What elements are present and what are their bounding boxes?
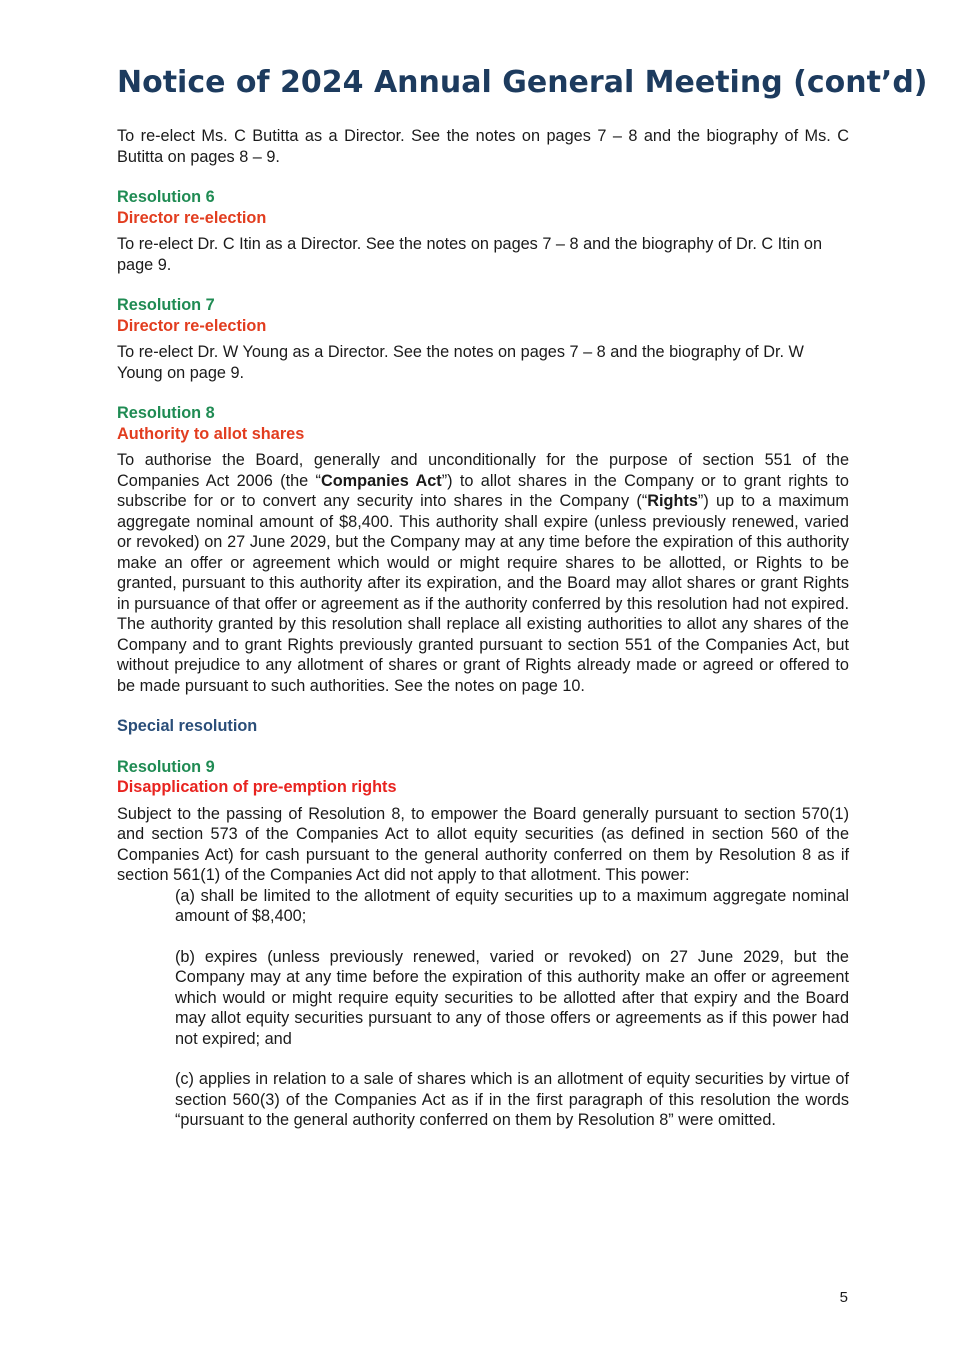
resolution-9-item-b: (b) expires (unless previously renewed, varied or revoked) on 27 June 2029, but the Company may at any time before the expiration of this authority make an offer or agreement which would or might require equity securities to be allotted after that expiry and the Board may allot equity securities pursuant to any of those offers or agreements as if this power had not expired; and bbox=[175, 947, 849, 1048]
resolution-9-item-c: (c) applies in relation to a sale of shares which is an allotment of equity securities by virtue of section 560(3) of the Companies Act as if in the first paragraph of this resolution the words “pursuant to the general authority conferred on them by Resolution 8” were omitted. bbox=[175, 1070, 849, 1129]
resolution-9-text: Subject to the passing of Resolution 8, to empower the Board generally pursuant to section 570(1) and section 573 of the Companies Act to allot equity securities (as defined in section 560 of the Companies Act) for cash pursuant to the general authority conferred on them by Resolution 8 as if section 561(1) of the Companies Act did not apply to that allotment. This power: bbox=[117, 804, 849, 884]
resolution-8-title: Authority to allot shares bbox=[117, 424, 305, 443]
resolution-9-item-a: (a) shall be limited to the allotment of equity securities up to a maximum aggregate nominal amount of $8,400; bbox=[175, 886, 849, 925]
intro-paragraph: To re-elect Ms. C Butitta as a Director. See the notes on pages 7 – 8 and the biography of Ms. C Butitta on pages 8 – 9. bbox=[117, 127, 849, 166]
resolution-8 bbox=[117, 403, 849, 696]
resolution-7-text: To re-elect Dr. W Young as a Director. See the notes on pages 7 – 8 and the biography of Dr. W Young on page 9. bbox=[117, 343, 804, 382]
page-title: Notice of 2024 Annual General Meeting (cont’d) bbox=[117, 65, 928, 100]
resolution-6-title: Director re-election bbox=[117, 208, 267, 227]
resolution-8-text-part2: ”) to allot shares in the Company or to grant rights to subscribe for or to convert any security into shares in the Company (“ bbox=[117, 471, 849, 510]
resolution-7 bbox=[117, 295, 849, 383]
page-number: 5 bbox=[839, 1289, 848, 1306]
resolution-6 bbox=[117, 187, 849, 275]
resolution-8-number: Resolution 8 bbox=[117, 404, 215, 422]
special-resolution-heading: Special resolution bbox=[117, 717, 258, 735]
resolution-9-title: Disapplication of pre-emption rights bbox=[117, 778, 397, 796]
resolution-8-text-part1: To authorise the Board, generally and unconditionally for the purpose of section 551 of the Companies Act 2006 (the “ bbox=[117, 451, 849, 490]
resolution-9-number: Resolution 9 bbox=[117, 757, 215, 776]
resolution-7-title: Director re-election bbox=[117, 316, 267, 335]
resolution-9 bbox=[117, 757, 849, 1131]
resolution-8-text-part3: ”) up to a maximum aggregate nominal amount of $8,400. This authority shall expire (unless previously renewed, varied or revoked) on 27 June 2029, but the Company may at any time before the expiration of this authority make an offer or agreement which would or might require shares to be allotted, or Rights to be granted, pursuant to this authority after its expiration, and the Board may allot shares or grant Rights in pursuance of that offer or agreement as if the authority conferred by this resolution had not expired. The authority granted by this resolution shall replace all existing authorities to allot any shares of the Company and to grant Rights previously granted pursuant to section 551 of the Companies Act, but without prejudice to any allotment of shares or grant of Rights already made or agreed or offered to be made pursuant to such authorities. See the notes on page 10. bbox=[117, 492, 849, 695]
resolution-8-text bbox=[117, 450, 849, 696]
resolution-6-number: Resolution 6 bbox=[117, 188, 215, 206]
page-content bbox=[117, 62, 928, 1131]
resolution-6-text: To re-elect Dr. C Itin as a Director. See the notes on pages 7 – 8 and the biography of Dr. C Itin on page 9. bbox=[117, 235, 823, 274]
companies-act-term: Companies Act bbox=[320, 471, 442, 490]
rights-term: Rights bbox=[647, 492, 698, 510]
resolution-7-number: Resolution 7 bbox=[117, 296, 215, 314]
